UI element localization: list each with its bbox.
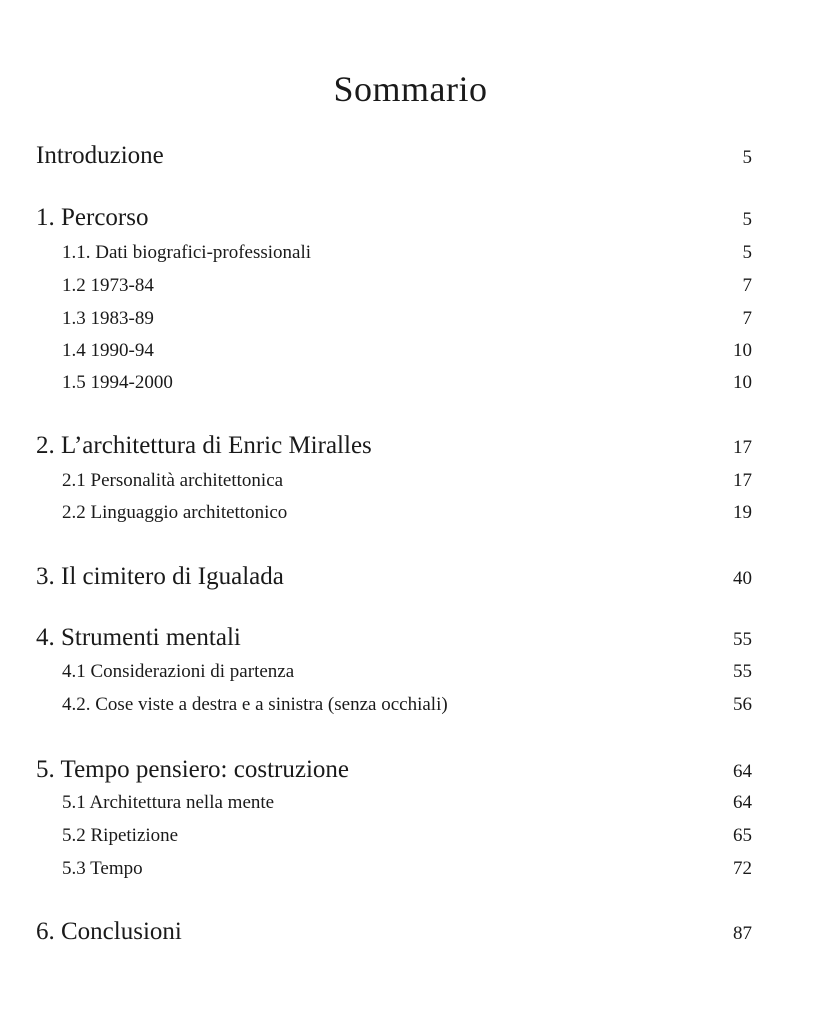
toc-label: 1. Percorso: [36, 204, 149, 231]
toc-entry-section-4-1: [62, 661, 752, 683]
toc-label: 1.4 1990-94: [62, 340, 154, 361]
toc-entry-section-5-2: [62, 825, 752, 847]
toc-page-number: 64: [733, 761, 752, 782]
toc-page-number: 17: [733, 470, 752, 491]
toc-entry-chapter-6: [36, 918, 752, 946]
toc-label: 5.3 Tempo: [62, 858, 143, 879]
toc-entry-section-5-3: [62, 858, 752, 880]
toc-entry-section-1-5: [62, 372, 752, 394]
toc-label: 1.5 1994-2000: [62, 372, 173, 393]
toc-entry-section-5-1: [62, 792, 752, 814]
toc-label: 1.3 1983-89: [62, 308, 154, 329]
toc-label: 6. Conclusioni: [36, 918, 182, 945]
toc-entry-section-4-2: [62, 694, 752, 716]
toc-label: 4.1 Considerazioni di partenza: [62, 661, 295, 682]
toc-label: Introduzione: [36, 142, 164, 169]
toc-entry-chapter-3: [36, 563, 752, 591]
toc-page-number: 56: [733, 694, 752, 715]
toc-label: 2. L’architettura di Enric Miralles: [36, 432, 372, 459]
toc-page-number: 40: [733, 568, 752, 589]
toc-label: 2.1 Personalità architettonica: [62, 470, 284, 491]
toc-label: 4. Strumenti mentali: [36, 624, 241, 651]
toc-page-number: 5: [742, 147, 752, 168]
toc-page-number: 7: [742, 275, 752, 296]
toc-label: 5.1 Architettura nella mente: [62, 792, 275, 813]
toc-page-number: 19: [733, 502, 752, 523]
toc-page-number: 5: [742, 242, 752, 263]
toc-label: 1.1. Dati biografici-professionali: [62, 242, 312, 263]
toc-label: 5.2 Ripetizione: [62, 825, 179, 846]
toc-entry-section-1-3: [62, 308, 752, 330]
toc-label: 3. Il cimitero di Igualada: [36, 563, 284, 590]
toc-entry-section-1-4: [62, 340, 752, 362]
toc-entry-chapter-5: [36, 756, 752, 784]
toc-label: 5. Tempo pensiero: costruzione: [36, 756, 349, 783]
toc-entry-chapter-4: [36, 624, 752, 652]
toc-page-number: 87: [733, 923, 752, 944]
toc-page-number: 17: [733, 437, 752, 458]
toc-label: 4.2. Cose viste a destra e a sinistra (senza occhiali): [62, 694, 448, 715]
toc-label: 2.2 Linguaggio architettonico: [62, 502, 288, 523]
toc-entry-section-2-2: [62, 502, 752, 524]
toc-entry-chapter-2: [36, 432, 752, 460]
toc-page-number: 55: [733, 661, 752, 682]
page-title: Sommario: [333, 69, 488, 109]
toc-page-number: 7: [742, 308, 752, 329]
toc-page-number: 5: [742, 209, 752, 230]
toc-entry-section-1-1: [62, 242, 752, 264]
toc-entry-section-2-1: [62, 470, 752, 492]
toc-entry-chapter-1: [36, 204, 752, 232]
toc-entry-introduzione: [36, 142, 752, 170]
toc-page-number: 55: [733, 629, 752, 650]
toc-page-number: 65: [733, 825, 752, 846]
toc-page-number: 10: [733, 372, 752, 393]
toc-page-number: 64: [733, 792, 752, 813]
toc-entry-section-1-2: [62, 275, 752, 297]
toc-label: 1.2 1973-84: [62, 275, 154, 296]
toc-page-number: 10: [733, 340, 752, 361]
toc-page-number: 72: [733, 858, 752, 879]
